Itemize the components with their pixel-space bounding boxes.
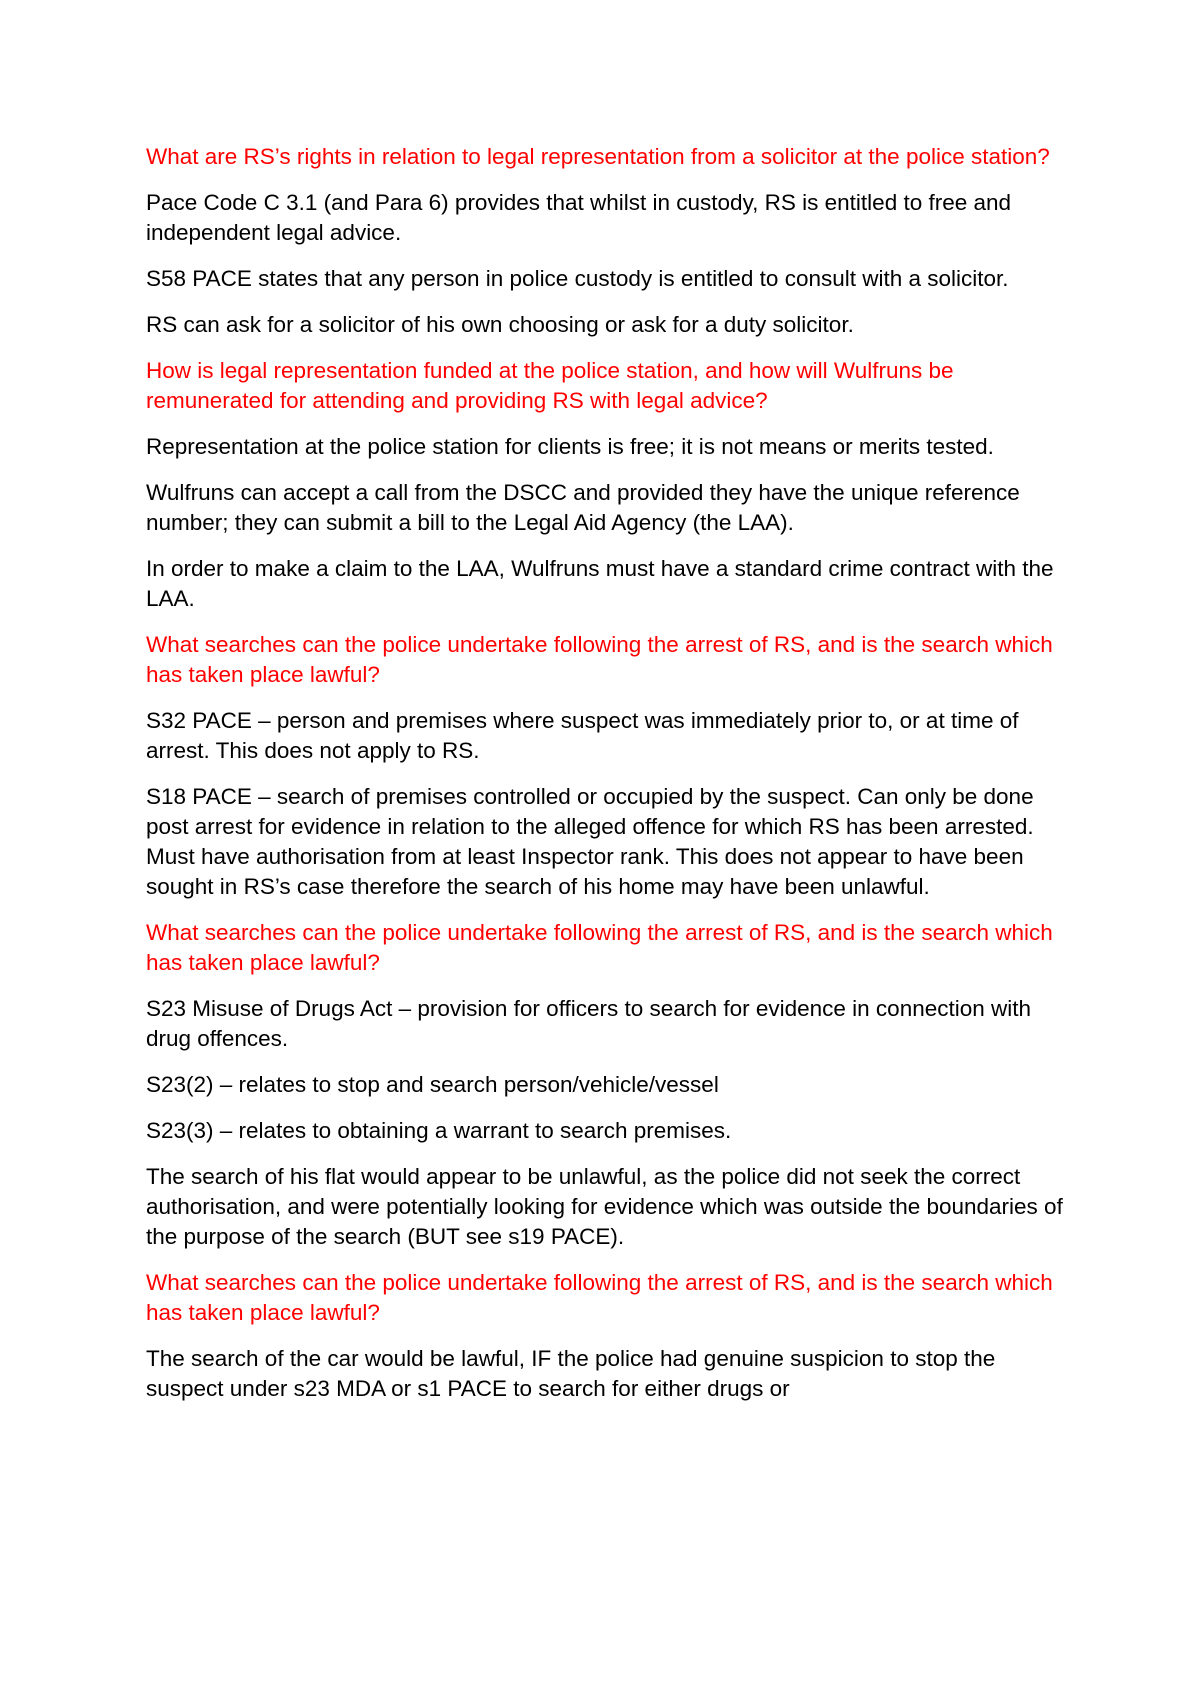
answer-flat-search: The search of his flat would appear to be unlawful, as the police did not seek the correct authorisation, and were potentially looking for evidence which was outside the boundaries of the purpose of the search (BUT see s19 PACE). <box>146 1164 1063 1249</box>
question-legal-representation-rights: What are RS’s rights in relation to legal representation from a solicitor at the police station? <box>146 144 1050 169</box>
question-searches-3: What searches can the police undertake following the arrest of RS, and is the search which has taken place lawful? <box>146 1270 1053 1325</box>
question-funding: How is legal representation funded at the police station, and how will Wulfruns be remunerated for attending and providing RS with legal advice? <box>146 358 954 413</box>
answer-s58-pace: S58 PACE states that any person in police custody is entitled to consult with a solicitor. <box>146 266 1009 291</box>
answer-car-search: The search of the car would be lawful, IF the police had genuine suspicion to stop the suspect under s23 MDA or s1 PACE to search for either drugs or <box>146 1346 996 1401</box>
answer-representation-free: Representation at the police station for clients is free; it is not means or merits tested. <box>146 434 994 459</box>
document-page <box>146 142 1076 1420</box>
question-searches-2: What searches can the police undertake following the arrest of RS, and is the search which has taken place lawful? <box>146 920 1053 975</box>
answer-s32-pace: S32 PACE – person and premises where suspect was immediately prior to, or at time of arrest. This does not apply to RS. <box>146 708 1019 763</box>
answer-crime-contract: In order to make a claim to the LAA, Wulfruns must have a standard crime contract with the LAA. <box>146 556 1054 611</box>
answer-duty-solicitor: RS can ask for a solicitor of his own choosing or ask for a duty solicitor. <box>146 312 854 337</box>
answer-dscc-call: Wulfruns can accept a call from the DSCC and provided they have the unique reference number; they can submit a bill to the Legal Aid Agency (the LAA). <box>146 480 1020 535</box>
answer-s23-2: S23(2) – relates to stop and search person/vehicle/vessel <box>146 1072 719 1097</box>
answer-s23-3: S23(3) – relates to obtaining a warrant to search premises. <box>146 1118 732 1143</box>
answer-s23-mda: S23 Misuse of Drugs Act – provision for officers to search for evidence in connection with drug offences. <box>146 996 1032 1051</box>
answer-pace-code-c: Pace Code C 3.1 (and Para 6) provides that whilst in custody, RS is entitled to free and independent legal advice. <box>146 190 1012 245</box>
answer-s18-pace: S18 PACE – search of premises controlled or occupied by the suspect. Can only be done post arrest for evidence in relation to the alleged offence for which RS has been arrested. Must have authorisation from at least Inspector rank. This does not appear to have been sought in RS’s case therefore the search of his home may have been unlawful. <box>146 784 1034 899</box>
question-searches-1: What searches can the police undertake following the arrest of RS, and is the search which has taken place lawful? <box>146 632 1053 687</box>
